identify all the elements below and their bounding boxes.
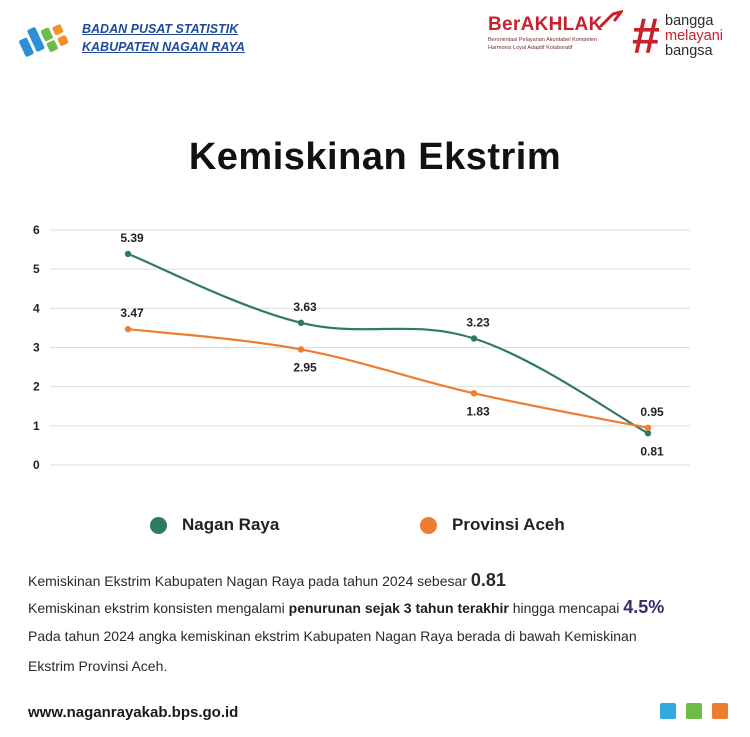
legend-dot-provinsi-aceh	[420, 517, 437, 534]
desc-line-2-bold: penurunan sejak 3 tahun terakhir	[288, 600, 509, 616]
data-point	[298, 346, 304, 352]
y-tick-label: 1	[33, 418, 40, 433]
data-label: 5.39	[120, 230, 144, 245]
data-point	[298, 320, 304, 326]
berakhlak-logo	[488, 14, 623, 64]
data-point	[645, 425, 651, 431]
description-line-1	[28, 570, 506, 591]
org-line-1: BADAN PUSAT STATISTIK	[82, 22, 239, 36]
data-label: 3.47	[120, 306, 144, 321]
description-line-2	[28, 597, 664, 618]
bps-logo-icon	[14, 16, 74, 62]
y-tick-label: 2	[33, 379, 40, 394]
hashtag-icon: #	[632, 8, 660, 64]
legend-item-provinsi-aceh	[420, 512, 565, 538]
y-tick-label: 4	[33, 301, 40, 316]
line-chart	[0, 215, 750, 480]
data-point	[645, 430, 651, 436]
swoosh-icon	[599, 10, 623, 28]
y-tick-label: 5	[33, 262, 40, 277]
y-tick-label: 6	[33, 223, 40, 237]
legend-label-nagan-raya: Nagan Raya	[182, 515, 280, 534]
data-point	[125, 326, 131, 332]
data-label: 2.95	[293, 360, 317, 375]
legend-item-nagan-raya	[150, 512, 279, 538]
page-title: Kemiskinan Ekstrim	[188, 136, 562, 178]
y-tick-label: 0	[33, 458, 40, 472]
data-label: 3.23	[466, 315, 490, 330]
berakhlak-sub-2: Harmonis Loyal Adaptif Kolaboratif	[488, 45, 573, 51]
desc-line-2-post: hingga mencapai	[512, 600, 620, 616]
decor-square-green	[686, 703, 702, 719]
bangga-word-1: bangga	[665, 13, 714, 29]
website-link[interactable]: www.naganrayakab.bps.go.id	[28, 704, 239, 721]
berakhlak-sub-1: Berorientasi Pelayanan Akuntabel Kompeten	[488, 37, 598, 43]
desc-line-1-value: 0.81	[470, 570, 506, 590]
desc-line-2-value: 4.5%	[623, 597, 665, 617]
decor-square-blue	[660, 703, 676, 719]
legend-dot-nagan-raya	[150, 517, 167, 534]
bangga-word-3: bangsa	[665, 43, 713, 59]
legend-label-provinsi-aceh: Provinsi Aceh	[452, 515, 565, 534]
bangga-word-2: melayani	[665, 28, 724, 44]
description-line-3: Pada tahun 2024 angka kemiskinan ekstrim Kabupaten Nagan Raya berada di bawah Kemiskinan	[28, 628, 637, 644]
bangga-melayani-logo	[632, 8, 744, 64]
series-line-provinsi-aceh	[128, 329, 648, 428]
decor-square-orange	[712, 703, 728, 719]
org-name	[82, 20, 245, 56]
description-line-4: Ekstrim Provinsi Aceh.	[28, 658, 168, 674]
desc-line-1-text: Kemiskinan Ekstrim Kabupaten Nagan Raya pada tahun 2024 sebesar	[28, 573, 467, 589]
data-label: 0.81	[640, 444, 664, 459]
data-point	[125, 251, 131, 257]
data-point	[471, 390, 477, 396]
data-label: 1.83	[466, 404, 490, 419]
desc-line-2-pre: Kemiskinan ekstrim konsisten mengalami	[28, 600, 285, 616]
org-line-2: KABUPATEN NAGAN RAYA	[82, 40, 245, 54]
data-point	[471, 335, 477, 341]
data-label: 0.95	[640, 404, 664, 419]
y-tick-label: 3	[33, 340, 40, 355]
berakhlak-title: BerAKHLAK	[488, 14, 603, 35]
series-line-nagan-raya	[128, 254, 648, 433]
header	[0, 0, 750, 80]
data-label: 3.63	[293, 299, 317, 314]
